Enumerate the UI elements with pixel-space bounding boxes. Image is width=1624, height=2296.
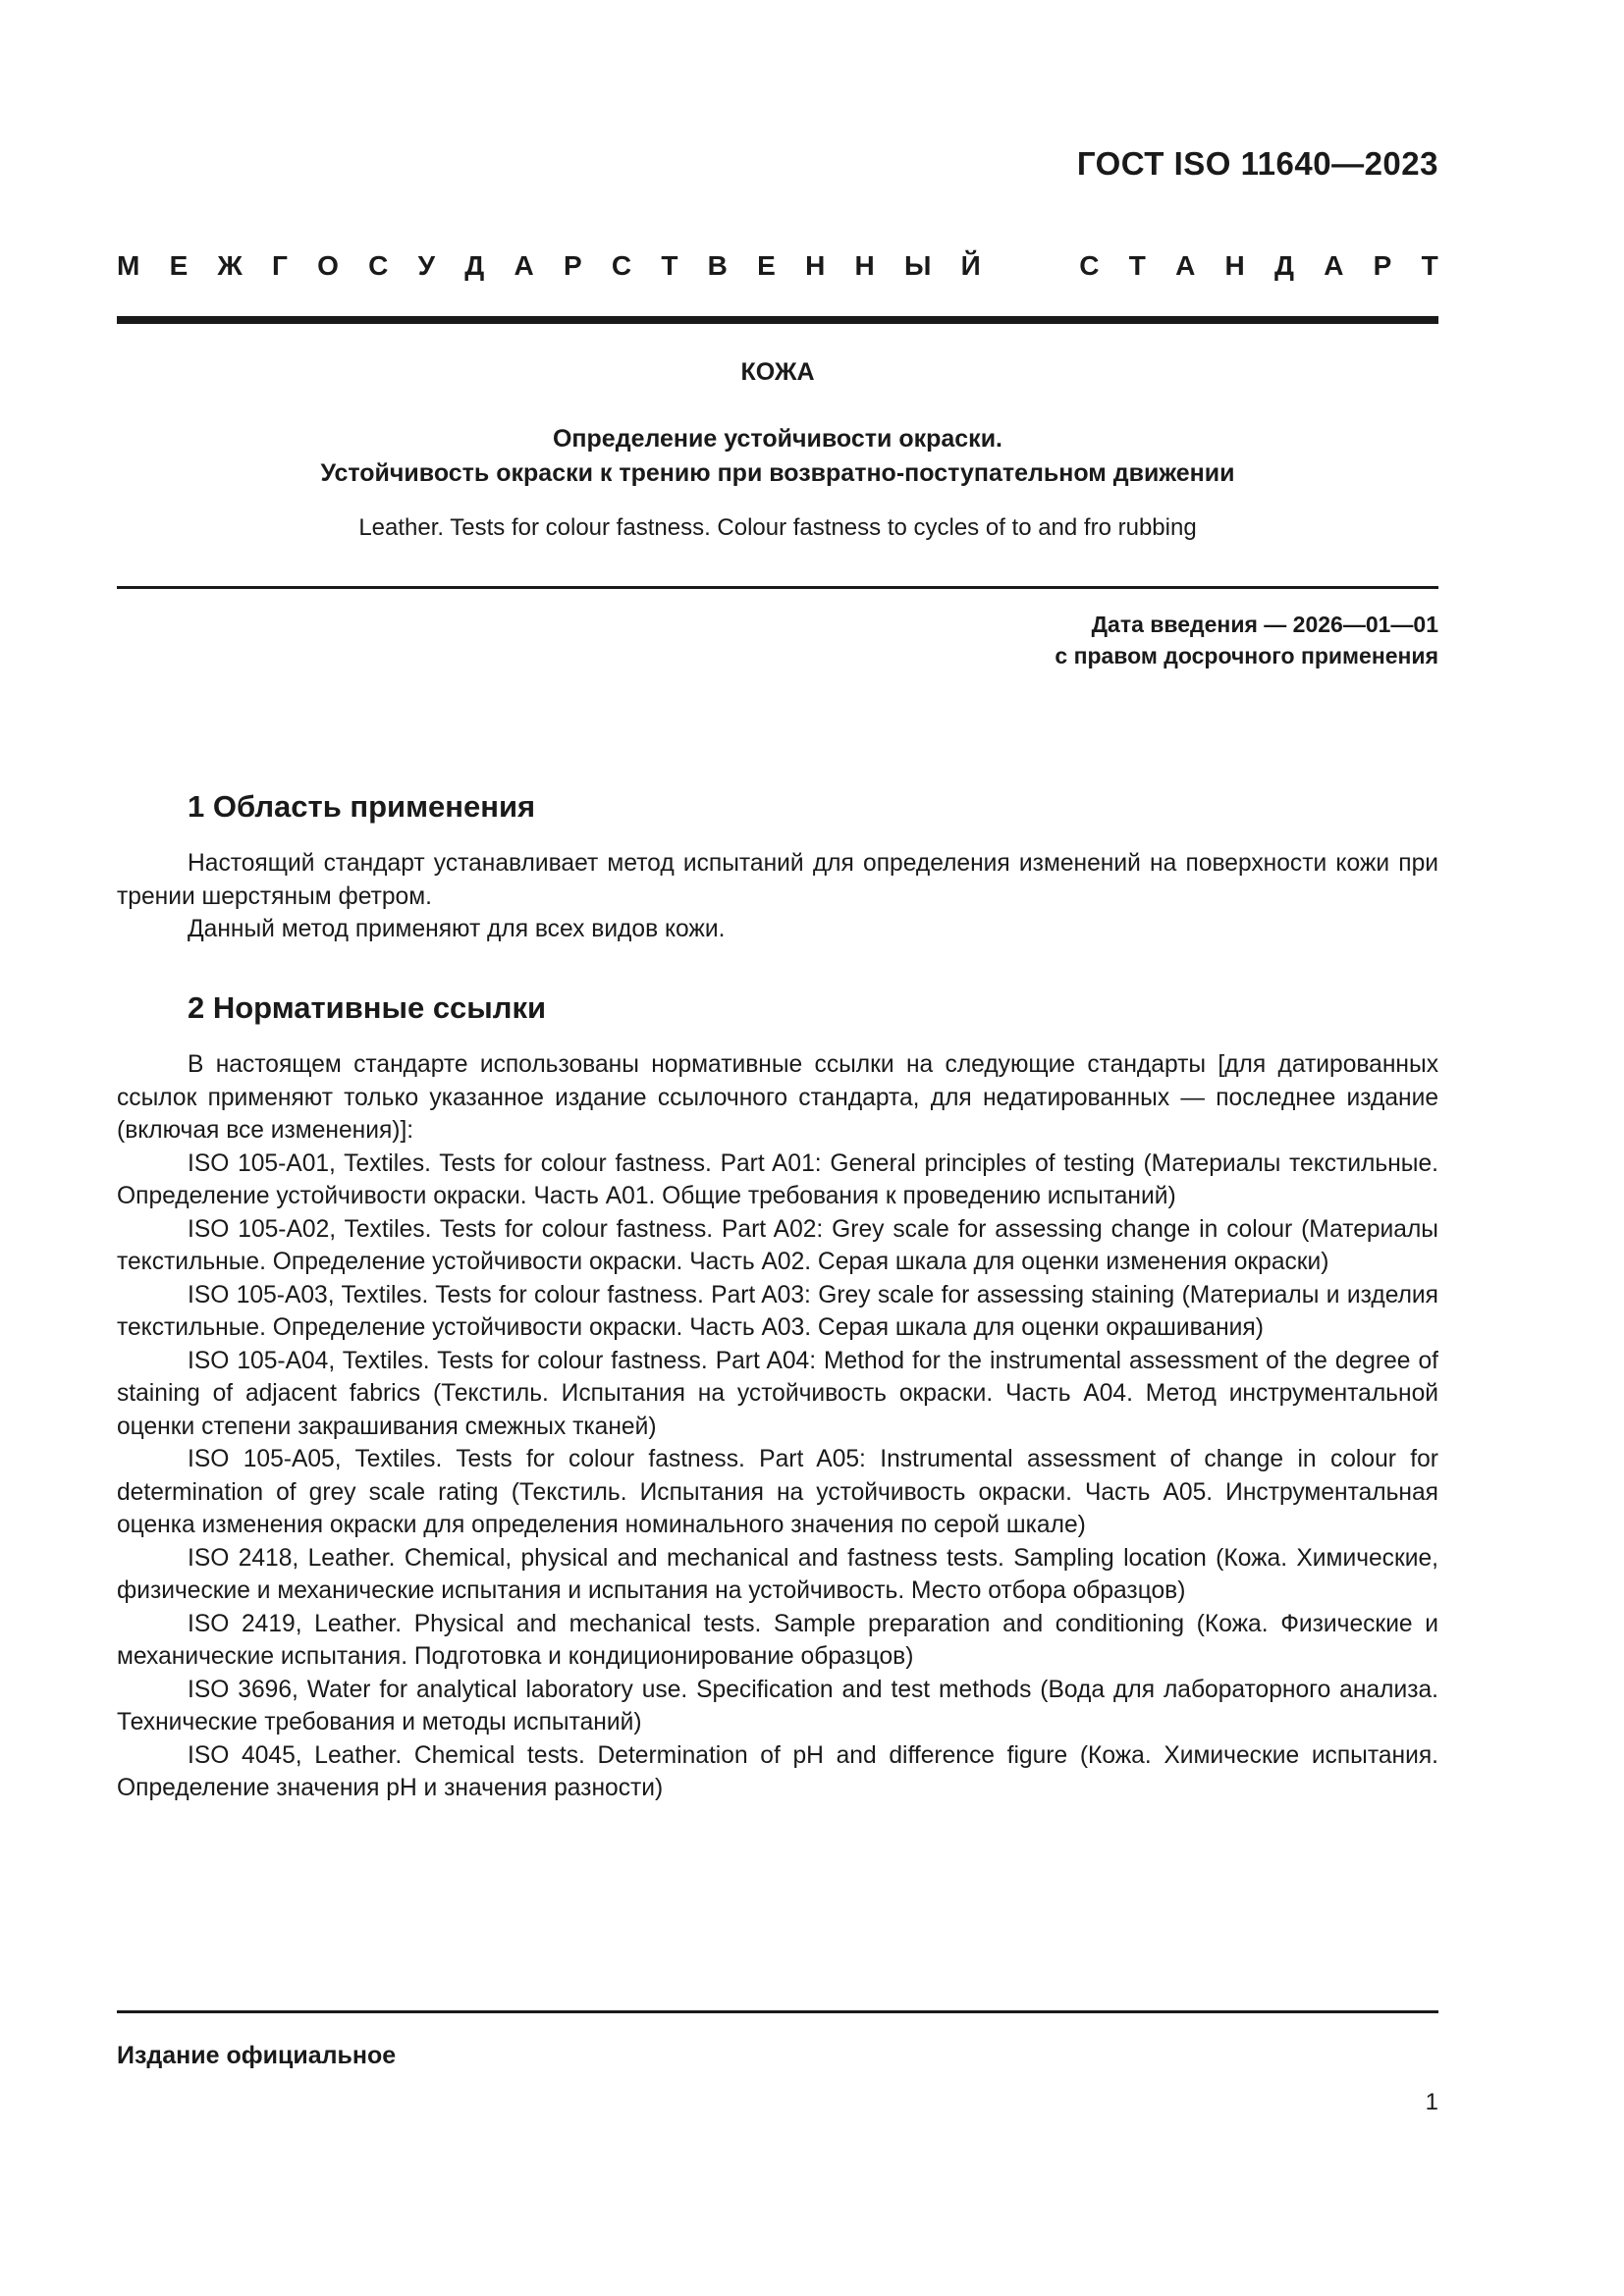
section-1-heading: 1 Область применения (188, 789, 536, 824)
letter: Н (1224, 250, 1245, 281)
word-gap (1010, 250, 1050, 282)
letter: С (611, 250, 632, 281)
letter: Ж (217, 250, 243, 281)
reference-item: ISO 105-A05, Textiles. Tests for colour fastness. Part A05: Instrumental assessment of change in colour for determination of grey scale rating (Текстиль. Испытания на устойчивость окраски. Часть А05. Инструментальная оценка изменения окраски для определения номинального значения по серой шкале) (117, 1446, 1438, 1538)
reference-item: ISO 105-A01, Textiles. Tests for colour fastness. Part A01: General principles of testing (Материалы текстильные. Определение устойчивости окраски. Часть А01. Общие требования к проведению испытаний) (117, 1149, 1438, 1209)
letter: Й (960, 250, 981, 281)
early-application-line: с правом досрочного применения (1055, 643, 1438, 668)
letter: Ы (904, 250, 932, 281)
reference-item: ISO 2418, Leather. Chemical, physical and mechanical and fastness tests. Sampling location (Кожа. Химические, физические и механические испытания и испытания на устойчивость. Место отбора образцов) (117, 1544, 1438, 1604)
letter: Н (805, 250, 826, 281)
reference-item: ISO 105-A02, Textiles. Tests for colour fastness. Part A02: Grey scale for assessing change in colour (Материалы текстильные. Определение устойчивости окраски. Часть А02. Серая шкала для оценки изменения окраски) (117, 1215, 1438, 1275)
letter: Т (661, 250, 678, 281)
english-title: Leather. Tests for colour fastness. Colour fastness to cycles of to and fro rubbing (358, 514, 1197, 541)
interstate-standard-heading (117, 250, 1438, 282)
document-title: КОЖА (740, 358, 815, 386)
letter: Р (563, 250, 582, 281)
reference-item: ISO 3696, Water for analytical laboratory use. Specification and test methods (Вода для лабораторного анализа. Технические требования и методы испытаний) (117, 1676, 1438, 1735)
letter: Н (854, 250, 875, 281)
section-2-heading: 2 Нормативные ссылки (188, 990, 547, 1025)
letter: А (1175, 250, 1196, 281)
letter: Р (1373, 250, 1392, 281)
letter: В (707, 250, 728, 281)
section-2-body (117, 1048, 1438, 1805)
paragraph: Данный метод применяют для всех видов кожи. (188, 916, 726, 942)
official-edition-label: Издание официальное (117, 2042, 397, 2069)
letter: А (1324, 250, 1344, 281)
document-subtitle (117, 422, 1438, 491)
letter: А (514, 250, 534, 281)
reference-item: ISO 105-A03, Textiles. Tests for colour fastness. Part A03: Grey scale for assessing staining (Материалы и изделия текстильные. Определение устойчивости окраски. Часть А03. Серая шкала для оценки окрашивания) (117, 1281, 1438, 1341)
footer-rule (117, 2010, 1438, 2013)
subtitle-line-1: Определение устойчивости окраски. (552, 425, 1003, 453)
letter: М (117, 250, 140, 281)
letter: Д (464, 250, 485, 281)
letter: У (417, 250, 436, 281)
letter: Т (1128, 250, 1146, 281)
letter: Т (1421, 250, 1438, 281)
section-1-body (117, 847, 1438, 946)
introduction-date-line: Дата введения — 2026—01—01 (1091, 612, 1438, 637)
header-thick-rule (117, 316, 1438, 324)
letter: Е (169, 250, 189, 281)
letter: С (368, 250, 389, 281)
paragraph: Настоящий стандарт устанавливает метод испытаний для определения изменений на поверхности кожи при трении шерстяным фетром. (117, 850, 1438, 910)
standard-code: ГОСТ ISO 11640—2023 (1076, 145, 1438, 182)
reference-item: ISO 105-A04, Textiles. Tests for colour fastness. Part A04: Method for the instrumental assessment of the degree of staining of adjacent fabrics (Текстиль. Испытания на устойчивость окраски. Часть А04. Метод инструментальной оценки степени закрашивания смежных тканей) (117, 1347, 1438, 1440)
letter: Е (757, 250, 776, 281)
page-number: 1 (1425, 2089, 1438, 2115)
subtitle-line-2: Устойчивость окраски к трению при возвратно-поступательном движении (320, 459, 1235, 487)
letter: С (1079, 250, 1100, 281)
letter: О (317, 250, 339, 281)
reference-item: ISO 2419, Leather. Physical and mechanical tests. Sample preparation and conditioning (Кожа. Физические и механические испытания. Подготовка и кондиционирование образцов) (117, 1610, 1438, 1670)
reference-item: ISO 4045, Leather. Chemical tests. Determination of pH and difference figure (Кожа. Химические испытания. Определение значения pH и значения разности) (117, 1741, 1438, 1801)
letter: Г (272, 250, 288, 281)
introduction-date (1055, 609, 1438, 671)
letter: Д (1274, 250, 1294, 281)
paragraph: В настоящем стандарте использованы нормативные ссылки на следующие стандарты [для датированных ссылок применяют только указанное издание ссылочного стандарта, для недатированных — последнее издание (включая все изменения)]: (117, 1051, 1438, 1144)
title-bottom-rule (117, 586, 1438, 589)
